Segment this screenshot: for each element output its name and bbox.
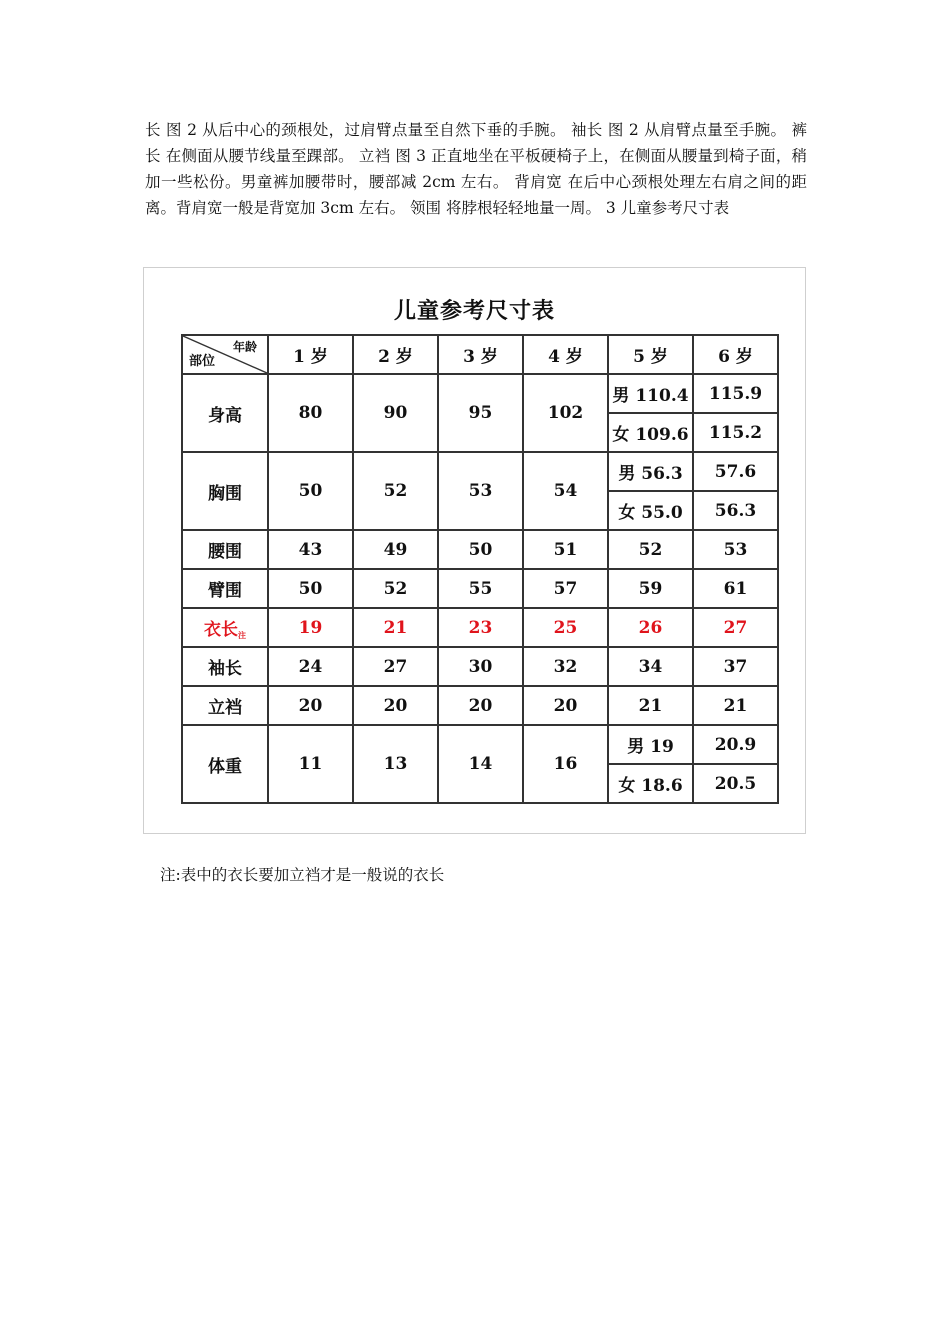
table-cell-girl: 女 109.6 <box>608 413 693 452</box>
table-cell: 55 <box>438 569 523 608</box>
table-cell-girl: 女 55.0 <box>608 491 693 530</box>
table-cell-boy: 男 56.3 <box>608 452 693 491</box>
table-cell: 50 <box>268 569 353 608</box>
table-cell: 24 <box>268 647 353 686</box>
table-cell-girl: 女 18.6 <box>608 764 693 803</box>
table-row-highlight <box>182 608 778 647</box>
table-cell: 54 <box>523 452 608 530</box>
table-cell: 21 <box>353 608 438 647</box>
table-title: 儿童参考尺寸表 <box>393 299 555 324</box>
corner-part-label: 部位 <box>189 354 216 369</box>
table-cell: 52 <box>353 569 438 608</box>
table-row <box>182 686 778 725</box>
table-cell: 27 <box>353 647 438 686</box>
table-cell: 27 <box>693 608 778 647</box>
table-cell: 11 <box>268 725 353 803</box>
table-cell: 52 <box>608 530 693 569</box>
table-cell: 32 <box>523 647 608 686</box>
table-cell: 61 <box>693 569 778 608</box>
coat-length-note-mark: 注 <box>238 630 246 640</box>
table-cell-boy: 男 110.4 <box>608 374 693 413</box>
age-header: 6 岁 <box>693 335 778 374</box>
corner-cell <box>182 335 268 374</box>
age-header: 5 岁 <box>608 335 693 374</box>
table-cell-boy: 男 19 <box>608 725 693 764</box>
table-cell: 14 <box>438 725 523 803</box>
table-cell: 57 <box>523 569 608 608</box>
row-label-height: 身高 <box>182 374 268 452</box>
table-cell: 20 <box>268 686 353 725</box>
table-row <box>182 725 778 764</box>
table-cell: 20 <box>523 686 608 725</box>
age-header: 1 岁 <box>268 335 353 374</box>
table-cell: 57.6 <box>693 452 778 491</box>
table-cell: 50 <box>268 452 353 530</box>
table-row <box>182 569 778 608</box>
table-cell: 51 <box>523 530 608 569</box>
intro-paragraph: 长 图 2 从后中心的颈根处，过肩臂点量至自然下垂的手腕。 袖长 图 2 从肩臂点量至手腕。 裤长 在侧面从腰节线量至踝部。 立裆 图 3 正直地坐在平板硬椅子上，在侧面从腰量到椅子面，稍加一些松份。男童裤加腰带时，腰部减 2cm 左右。 背肩宽 在后中心颈根处理左右肩之间的距离。背肩宽一般是背宽加 3cm 左右。 领围 将脖根轻轻地量一周。 3 儿童参考尺寸表 <box>145 121 807 217</box>
table-row <box>182 452 778 491</box>
table-cell: 37 <box>693 647 778 686</box>
row-label-arm: 臂围 <box>182 569 268 608</box>
table-cell: 43 <box>268 530 353 569</box>
table-cell: 80 <box>268 374 353 452</box>
table-cell: 53 <box>438 452 523 530</box>
table-cell: 21 <box>608 686 693 725</box>
age-header: 4 岁 <box>523 335 608 374</box>
table-cell: 30 <box>438 647 523 686</box>
table-cell: 49 <box>353 530 438 569</box>
table-cell: 25 <box>523 608 608 647</box>
table-footnote: 注:表中的衣长要加立裆才是一般说的衣长 <box>160 866 445 884</box>
size-table-figure <box>143 267 806 834</box>
corner-age-label: 年龄 <box>232 340 257 354</box>
size-table <box>181 334 779 804</box>
row-label-sleeve-length: 袖长 <box>182 647 268 686</box>
table-cell: 20 <box>353 686 438 725</box>
row-label-weight: 体重 <box>182 725 268 803</box>
table-cell: 50 <box>438 530 523 569</box>
table-cell: 23 <box>438 608 523 647</box>
table-cell: 16 <box>523 725 608 803</box>
table-cell: 53 <box>693 530 778 569</box>
coat-length-label: 衣长 <box>204 619 238 640</box>
table-row <box>182 647 778 686</box>
table-cell: 56.3 <box>693 491 778 530</box>
table-cell: 34 <box>608 647 693 686</box>
table-cell: 52 <box>353 452 438 530</box>
table-cell: 21 <box>693 686 778 725</box>
table-row <box>182 374 778 413</box>
table-cell: 59 <box>608 569 693 608</box>
row-label-crotch: 立裆 <box>182 686 268 725</box>
table-cell: 115.2 <box>693 413 778 452</box>
table-cell: 13 <box>353 725 438 803</box>
row-label-chest: 胸围 <box>182 452 268 530</box>
table-cell: 102 <box>523 374 608 452</box>
table-cell: 20.9 <box>693 725 778 764</box>
age-header: 2 岁 <box>353 335 438 374</box>
table-cell: 20.5 <box>693 764 778 803</box>
header-row <box>182 335 778 374</box>
table-cell: 19 <box>268 608 353 647</box>
row-label-waist: 腰围 <box>182 530 268 569</box>
table-row <box>182 530 778 569</box>
table-cell: 90 <box>353 374 438 452</box>
table-cell: 20 <box>438 686 523 725</box>
table-cell: 26 <box>608 608 693 647</box>
age-header: 3 岁 <box>438 335 523 374</box>
table-cell: 115.9 <box>693 374 778 413</box>
table-cell: 95 <box>438 374 523 452</box>
row-label-coat-length <box>182 608 268 647</box>
